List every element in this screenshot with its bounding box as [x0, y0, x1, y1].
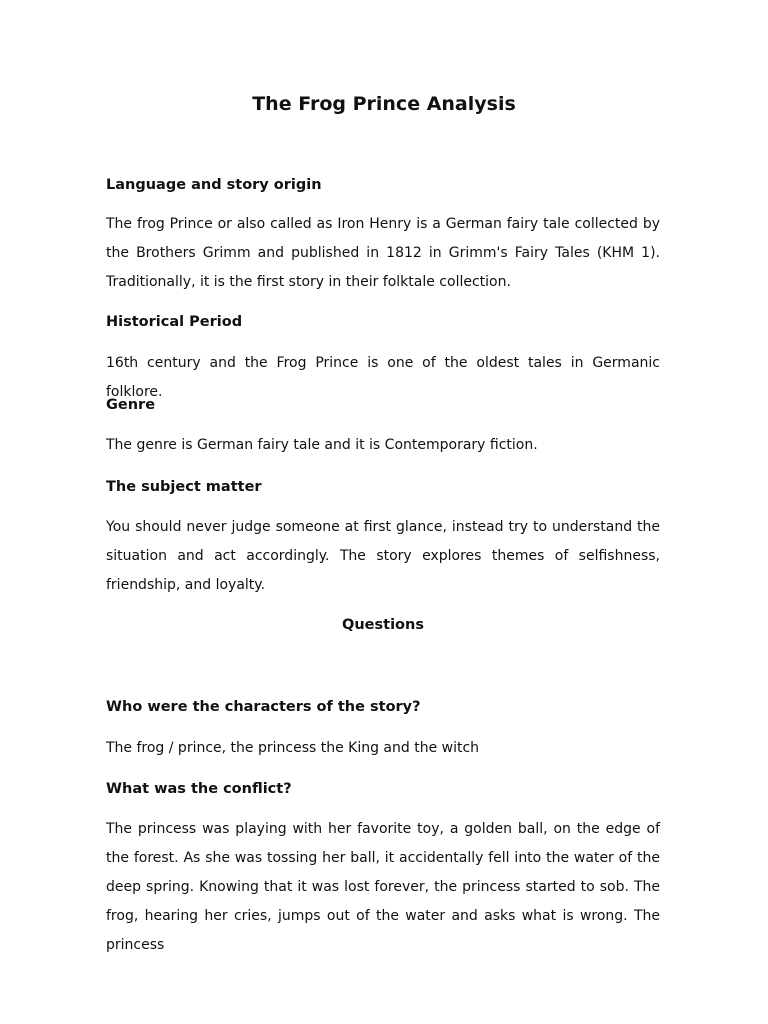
- page-title: The Frog Prince Analysis: [252, 93, 516, 115]
- question-characters: Who were the characters of the story?: [106, 699, 421, 715]
- section-text-language-origin: The frog Prince or also called as Iron Henry is a German fairy tale collected by the Brothers Grimm and published in 1812 in Grimm's Fairy Tales (KHM 1). Traditionally, it is the first story in their folktale collection.: [106, 216, 660, 290]
- question-conflict: What was the conflict?: [106, 781, 292, 797]
- section-heading-language-origin: Language and story origin: [106, 177, 322, 193]
- answer-characters: The frog / prince, the princess the King and the witch: [106, 740, 480, 756]
- section-text-historical-period: 16th century and the Frog Prince is one of the oldest tales in Germanic folklore.: [106, 355, 660, 400]
- section-heading-genre: Genre: [106, 397, 156, 413]
- section-text-genre: The genre is German fairy tale and it is Contemporary fiction.: [106, 437, 538, 453]
- section-heading-historical-period: Historical Period: [106, 314, 243, 330]
- section-text-subject-matter: You should never judge someone at first glance, instead try to understand the situation and act accordingly. The story explores themes of selfishness, friendship, and loyalty.: [106, 519, 660, 593]
- answer-conflict: The princess was playing with her favorite toy, a golden ball, on the edge of the forest. As she was tossing her ball, it accidentally fell into the water of the deep spring. Knowing that it was lost forever, the princess started to sob. The frog, hearing her cries, jumps out of the water and asks what is wrong. The princess: [106, 821, 660, 953]
- section-heading-subject-matter: The subject matter: [106, 479, 262, 495]
- questions-heading: Questions: [342, 617, 424, 633]
